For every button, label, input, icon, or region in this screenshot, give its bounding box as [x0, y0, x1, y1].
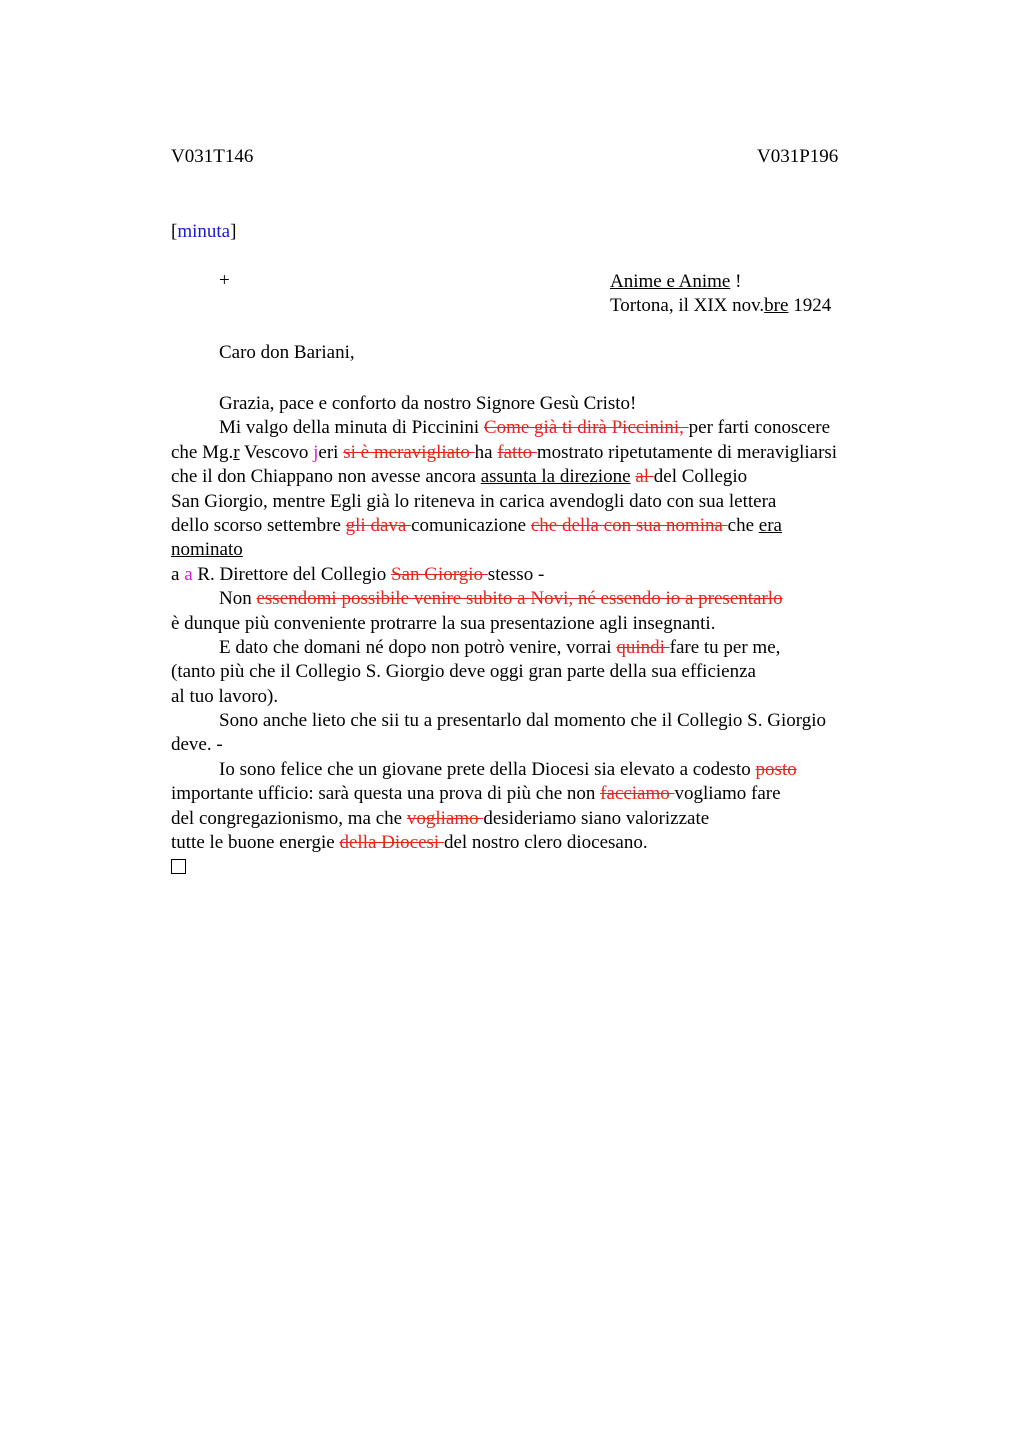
- motto-exclaim: !: [730, 271, 742, 292]
- underlined-text: nominato: [171, 539, 243, 561]
- editorial-note: [171, 221, 236, 243]
- text-run: che il don Chiappano non avesse ancora: [171, 466, 481, 488]
- inserted-text: a: [184, 563, 193, 585]
- body-line: [171, 685, 906, 709]
- text-run: che: [727, 514, 759, 536]
- deleted-text: vogliamo: [406, 807, 484, 829]
- text-run: comunicazione: [411, 514, 531, 536]
- place-date-part: Tortona, il XIX nov.: [610, 295, 765, 316]
- body-line: [171, 563, 906, 587]
- body-line: [171, 514, 906, 538]
- note-close: ]: [230, 221, 237, 242]
- text-run: mostrato ripetutamente di meravigliarsi: [536, 441, 838, 463]
- body-line: [171, 441, 906, 465]
- text-run: Io sono felice che un giovane prete della Diocesi sia elevato a codesto: [219, 758, 756, 780]
- text-run: E dato che domani né dopo non potrò venire, vorrai: [219, 636, 617, 658]
- text-run: R. Direttore del Collegio: [192, 563, 392, 585]
- text-run: Grazia, pace e conforto da nostro Signore Gesù Cristo!: [219, 393, 637, 414]
- text-run: per farti conoscere: [688, 417, 831, 439]
- body-line: [171, 660, 906, 684]
- text-run: del congregazionismo, ma che: [171, 807, 407, 829]
- body-line: [171, 733, 906, 757]
- body-line: [171, 612, 906, 636]
- body-line: [171, 807, 906, 831]
- text-run: San Giorgio, mentre Egli già lo riteneva in carica avendogli dato con sua lettera: [171, 490, 777, 512]
- document-code-right: V031P196: [757, 146, 839, 167]
- underlined-text: r: [233, 441, 240, 463]
- text-run: a: [171, 563, 185, 585]
- salutation: Caro don Bariani,: [219, 342, 355, 363]
- text-run: ha: [474, 441, 498, 463]
- body-line: [171, 831, 906, 855]
- inserted-text: j: [313, 441, 319, 463]
- deleted-text: della Diocesi: [339, 832, 444, 854]
- end-box-icon: [171, 859, 186, 874]
- deleted-text: gli dava: [345, 514, 412, 536]
- deleted-text: Come già ti dirà Piccinini,: [483, 417, 689, 439]
- text-run: Sono anche lieto che sii tu a presentarlo dal momento che il Collegio S. Giorgio: [219, 710, 826, 732]
- text-run: tutte le buone energie: [171, 832, 340, 854]
- deleted-text: quindi: [616, 636, 670, 658]
- deleted-text: San Giorgio: [391, 563, 488, 585]
- place-date-abbrev: bre: [764, 295, 789, 316]
- text-run: vogliamo fare: [674, 783, 781, 805]
- body-line: [171, 416, 906, 440]
- motto-block: [610, 270, 831, 318]
- text-run: del Collegio: [653, 466, 748, 488]
- text-run: (tanto più che il Collegio S. Giorgio deve oggi gran parte della sua efficienza: [171, 661, 756, 683]
- text-run: Vescovo: [239, 441, 314, 463]
- text-run: al tuo lavoro).: [171, 685, 279, 707]
- body-line: [171, 782, 906, 806]
- text-run: è dunque più conveniente protrarre la sua presentazione agli insegnanti.: [171, 612, 716, 634]
- motto-line: [610, 270, 831, 294]
- underlined-text: assunta la direzione: [480, 466, 631, 488]
- text-run: desideriamo siano valorizzate: [483, 807, 710, 829]
- text-run: stesso -: [487, 563, 545, 585]
- place-date: [610, 294, 831, 318]
- body-line: [171, 587, 906, 611]
- body-line: [171, 709, 906, 733]
- cross-symbol: +: [219, 270, 230, 291]
- note-label: minuta: [177, 221, 231, 242]
- place-date-year: 1924: [788, 295, 832, 316]
- text-run: Non: [219, 588, 257, 610]
- text-run: importante ufficio: sarà questa una prova di più che non: [171, 783, 601, 805]
- text-run: dello scorso settembre: [171, 514, 346, 536]
- deleted-text: che della con sua nomina: [530, 514, 728, 536]
- deleted-text: fatto: [497, 441, 537, 463]
- note-open: [: [171, 221, 178, 242]
- deleted-text: facciamo: [600, 783, 675, 805]
- deleted-text: si è meravigliato: [343, 441, 475, 463]
- body-line: [171, 392, 906, 416]
- body-line: [171, 855, 906, 879]
- text-run: Mi valgo della minuta di Piccinini: [219, 417, 484, 439]
- deleted-text: al: [635, 466, 654, 488]
- document-code-left: V031T146: [171, 146, 254, 167]
- body-line: [171, 490, 906, 514]
- text-run: eri: [318, 441, 344, 463]
- body-line: [171, 636, 906, 660]
- deleted-text: posto: [755, 758, 797, 780]
- underlined-text: era: [758, 514, 782, 536]
- text-run: fare tu per me,: [669, 636, 781, 658]
- deleted-text: essendomi possibile venire subito a Novi, né essendo io a presentarlo: [256, 588, 783, 610]
- body-line: [171, 465, 906, 489]
- body-line: [171, 538, 906, 562]
- body-line: [171, 758, 906, 782]
- motto-text: Anime e Anime: [610, 271, 731, 292]
- letter-body: [171, 392, 906, 880]
- text-run: del nostro clero diocesano.: [443, 832, 648, 854]
- text-run: che Mg.: [171, 441, 234, 463]
- text-run: deve. -: [171, 734, 223, 756]
